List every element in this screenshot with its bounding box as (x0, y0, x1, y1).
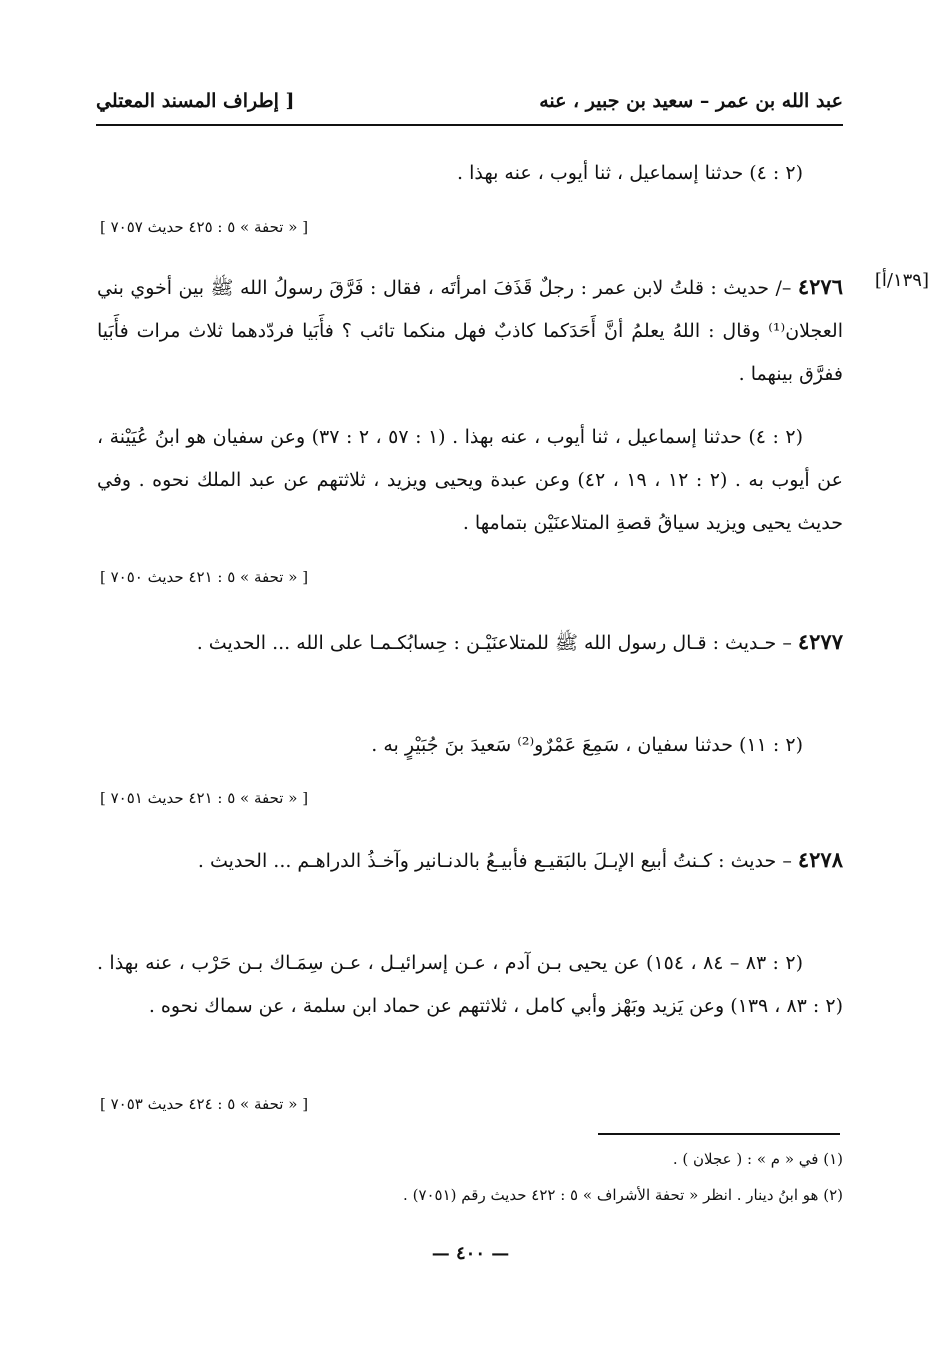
chain-paragraph: (٢ : ٤) حدثنا إسماعيل ، ثنا أيوب ، عنه بهذا . (١ : ٥٧ ، ٢ : ٣٧) وعن سفيان هو ابنُ عُيَيْنة ، عن أيوب به . (٢ : ١٢ ، ١٩ ، ٤٢) وعن عبدة ويحيى ويزيد ، ثلاثتهم عن عبد الملك نحوه . وفي حديث يحيى ويزيد سياقُ قصةِ المتلاعنَيْن بتمامها . (97, 426, 843, 534)
tuhfa-reference: [ « تحفة » ٥ : ٤٢١ حديث ٧٠٥١ ] (100, 789, 309, 807)
hadith-text: –/ حديث : قلتُ لابن عمر : رجلٌ قَذَفَ امرأتَه ، فقال : فَرَّقَ رسولُ الله ﷺ بين أخوي بني العجلان⁽¹⁾ وقال : اللهُ يعلمُ أنَّ أَحَدَكما كاذبٌ فهل منكما تائب ؟ فأَبَيا فردّدهما ثلاث مرات فأَبَيا ففرَّق بينهما . (97, 277, 843, 385)
hadith-number: ٤٢٧٨ (797, 847, 843, 872)
tuhfa-reference: [ « تحفة » ٥ : ٤٢٥ حديث ٧٠٥٧ ] (100, 218, 309, 236)
footnote-2: (٢) هو ابنُ دينار . انظر « تحفة الأشراف » ٥ : ٤٢٢ حديث رقم (٧٠٥١) . (403, 1186, 843, 1204)
margin-folio-note: [١٣٩/أ] (874, 270, 929, 291)
hadith-4277 (97, 620, 843, 665)
header-rule (96, 124, 843, 126)
running-header-title: عبد الله بن عمر – سعيد بن جبير ، عنه (539, 90, 843, 112)
running-header-book: [ إطراف المسند المعتلي (96, 90, 295, 112)
page-number: — ٤٠٠ — (431, 1243, 510, 1264)
tuhfa-reference: [ « تحفة » ٥ : ٤٢٤ حديث ٧٠٥٣ ] (100, 1095, 309, 1113)
hadith-number: ٤٢٧٦ (797, 274, 843, 299)
hadith-text: – حديث : كـنتُ أبيع الإبـلَ بالبَقيـع فأبيـعُ بالدنـانير وآخـذُ الدراهـم ... الحديث . (197, 850, 792, 872)
hadith-4278 (97, 838, 843, 883)
hadith-number: ٤٢٧٧ (797, 629, 843, 654)
footnote-rule (598, 1133, 840, 1135)
hadith-text: – حـديث : قـال رسول الله ﷺ للمتلاعنَيْـن : حِسابُكـمـا على الله ... الحديث . (196, 632, 792, 654)
chain-line: (٢ : ٤) حدثنا إسماعيل ، ثنا أيوب ، عنه بهذا . (456, 162, 803, 184)
tuhfa-reference: [ « تحفة » ٥ : ٤٢١ حديث ٧٠٥٠ ] (100, 568, 309, 586)
footnote-1: (١) في « م » : ( عجلان ) . (672, 1150, 843, 1168)
hadith-4276 (97, 265, 843, 396)
chain-line: (٢ : ١١) حدثنا سفيان ، سَمِعَ عَمْرٌو⁽²⁾ سَعيدَ بنَ جُبَيْرٍ به . (371, 734, 803, 756)
chain-paragraph: (٢ : ٨٣ – ٨٤ ، ١٥٤) عن يحيى بـن آدم ، عـن إسرائيـل ، عـن سِمَـاك بـن حَرْب ، عنه بهذا . (٢ : ٨٣ ، ١٣٩) وعن يَزيد وبَهْز وأبي كامل ، ثلاثتهم عن حماد ابن سلمة ، عن سماك نحوه . (97, 952, 843, 1017)
